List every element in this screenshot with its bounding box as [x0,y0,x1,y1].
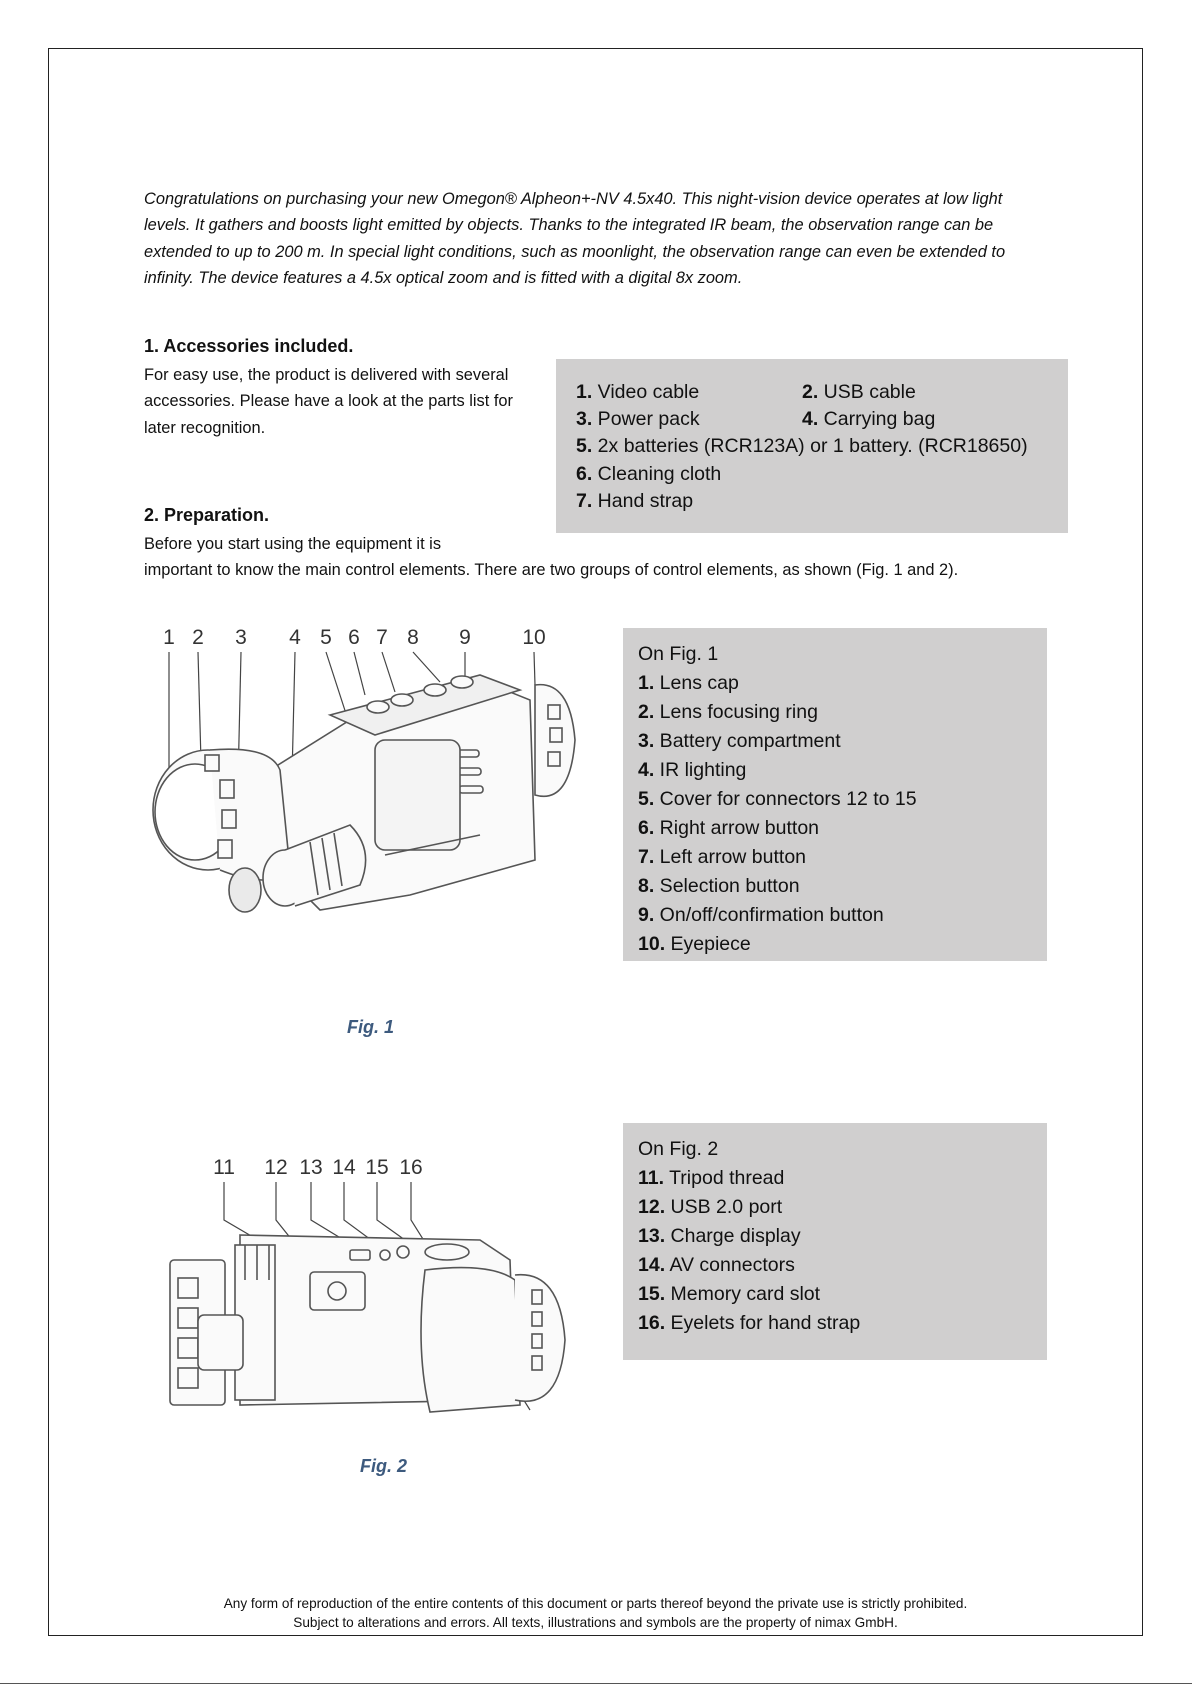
accessory-item: 1. Video cable [576,381,700,403]
fig1-callout-number: 7 [376,626,388,649]
fig1-part-item: 9. On/off/confirmation button [638,904,884,926]
footer-copyright-line1: Any form of reproduction of the entire contents of this document or parts thereof beyond the private use is strictly prohibited. [223,1596,968,1611]
fig2-callout-number: 13 [299,1156,323,1179]
page-bottom-rule [0,1683,1192,1684]
fig2-part-item: 13. Charge display [638,1225,801,1247]
intro-paragraph: Congratulations on purchasing your new Omegon® Alpheon+-NV 4.5x40. This night-vision device operates at low light levels. It gathers and boosts light emitted by objects. Thanks to the integrated IR beam, the observation range can be extended to up to 200 m. In special light conditions, such as moonlight, the observation range can even be extended to infinity. The device features a 4.5x optical zoom and is fitted with a digital 8x zoom. [144,190,1006,288]
fig1-callout-number: 9 [459,626,471,649]
fig1-callout-number: 8 [407,626,419,649]
fig1-callout-number: 2 [192,626,204,649]
fig1-callout-number: 4 [289,626,301,649]
preparation-text-line2: important to know the main control elements. There are two groups of control elements, as shown (Fig. 1 and 2). [144,561,959,579]
fig2-part-item: 12. USB 2.0 port [638,1196,783,1218]
fig1-part-item: 1. Lens cap [638,672,739,694]
accessories-text: For easy use, the product is delivered with several accessories. Please have a look at the parts list for later recognition. [144,366,513,437]
fig1-callout-number: 6 [348,626,360,649]
accessories-list-box [556,359,1068,533]
accessory-item: 7. Hand strap [576,489,694,512]
fig1-caption: Fig. 1 [347,1017,395,1037]
fig1-part-item: 3. Battery compartment [638,730,841,752]
fig2-part-item: 16. Eyelets for hand strap [638,1312,861,1334]
fig1-callout-number: 5 [320,626,332,649]
fig1-parts-list [623,628,1047,961]
fig1-callout-number: 10 [522,626,546,649]
fig2-callout-number: 16 [399,1156,423,1179]
fig2-callout-number: 15 [365,1156,389,1179]
fig1-callout-number: 3 [235,626,247,649]
accessories-row [576,406,1068,433]
footer-copyright-line2: Subject to alterations and errors. All texts, illustrations and symbols are the property of nimax GmbH. [293,1615,898,1630]
fig1-part-item: 7. Left arrow button [638,846,807,868]
fig2-device-illustration [160,1150,600,1420]
fig2-callout-number: 14 [332,1156,356,1179]
preparation-text-line1: Before you start using the equipment it is [144,535,442,553]
fig2-device-body [170,1235,565,1412]
accessory-item: 6. Cleaning cloth [576,462,722,485]
accessory-item: 2. USB cable [802,381,916,403]
fig1-device-body [153,675,575,912]
fig1-part-item: 6. Right arrow button [638,817,820,839]
fig2-parts-list [623,1123,1047,1360]
fig1-part-item: 10. Eyepiece [638,933,751,955]
accessories-heading: 1. Accessories included. [144,336,354,356]
fig2-callout-number: 11 [213,1156,235,1179]
fig2-list-title: On Fig. 2 [638,1138,719,1160]
accessory-item: 3. Power pack [576,408,700,431]
fig1-part-item: 8. Selection button [638,875,800,897]
fig2-part-item: 14. AV connectors [638,1254,795,1276]
accessory-item: 5. 2x batteries (RCR123A) or 1 battery. (RCR18650) [576,435,1028,458]
accessories-row [576,379,1068,406]
fig1-callout-number: 1 [163,626,175,649]
preparation-heading: 2. Preparation. [144,505,270,525]
fig2-part-item: 11. Tripod thread [638,1167,785,1189]
fig1-list-title: On Fig. 1 [638,643,719,665]
fig1-part-item: 4. IR lighting [638,759,747,781]
fig1-device-illustration [150,620,590,1000]
fig2-part-item: 15. Memory card slot [638,1283,821,1305]
fig1-part-item: 2. Lens focusing ring [638,701,818,723]
accessory-item: 4. Carrying bag [802,408,936,431]
fig2-caption: Fig. 2 [360,1456,408,1476]
fig1-part-item: 5. Cover for connectors 12 to 15 [638,788,917,810]
fig2-callout-number: 12 [264,1156,288,1179]
